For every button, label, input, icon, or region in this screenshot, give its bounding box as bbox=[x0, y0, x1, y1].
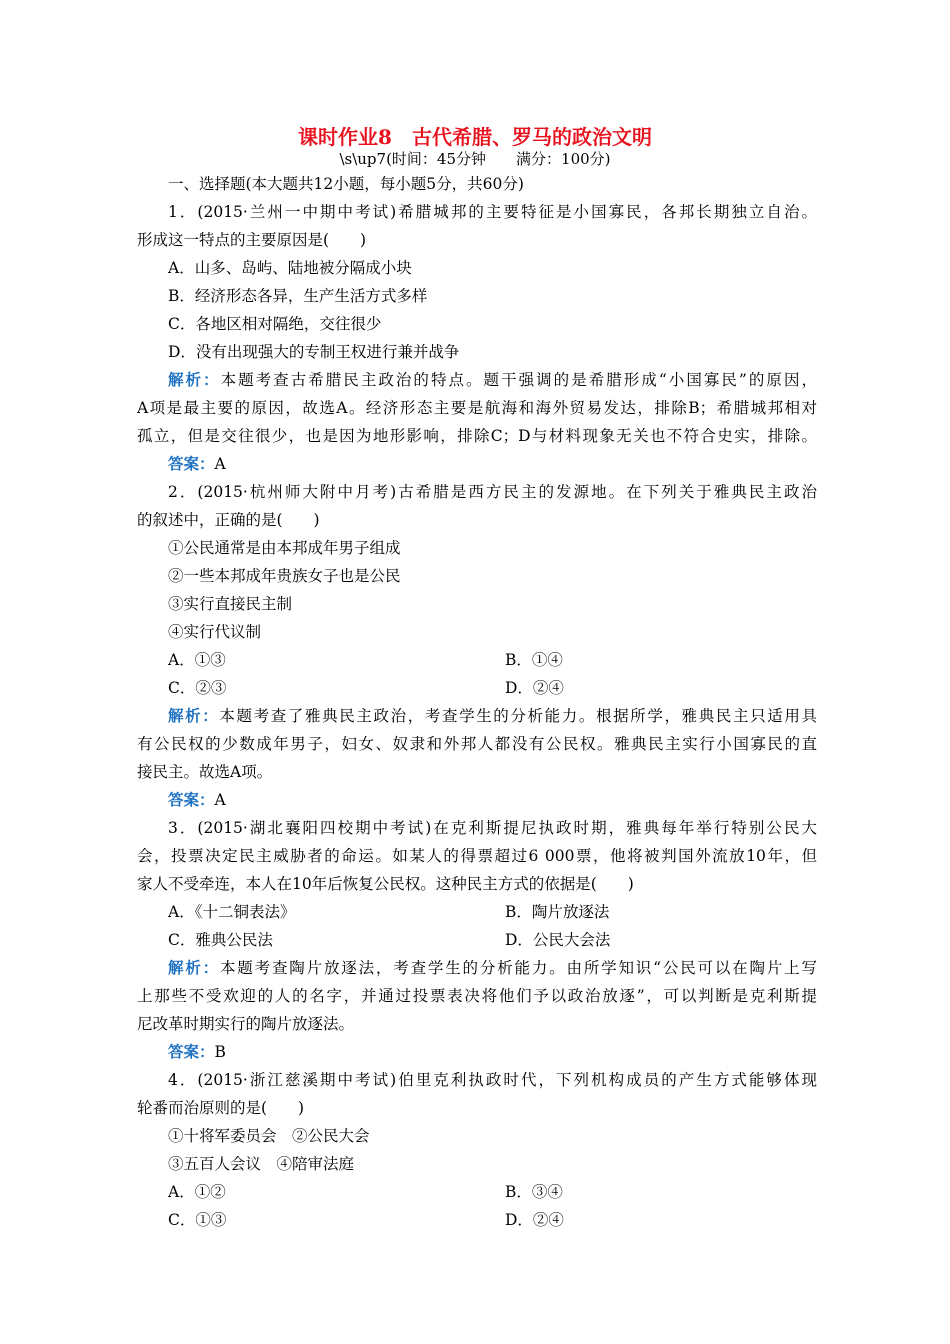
q4-options-row-1 bbox=[137, 1178, 817, 1206]
analysis-label: 解析： bbox=[168, 958, 220, 977]
q2-options-row-2 bbox=[137, 674, 817, 702]
q4-options-row-2 bbox=[137, 1206, 817, 1234]
q2-item-1: ①公民通常是由本邦成年男子组成 bbox=[168, 539, 401, 557]
q3-stem-line-2: 会，投票决定民主威胁者的命运。如某人的得票超过6 000票，他将被判国外流放10年，但 bbox=[137, 847, 817, 865]
q3-analysis-line-1: 解析：本题考查陶片放逐法，考查学生的分析能力。由所学知识“公民可以在陶片上写 bbox=[168, 958, 817, 977]
q4-option-a: A．①② bbox=[168, 1183, 226, 1201]
q1-analysis-line-2: A项是最主要的原因，故选A。经济形态主要是航海和海外贸易发达，排除B；希腊城邦相对 bbox=[137, 399, 817, 417]
q3-options-row-1 bbox=[137, 898, 817, 926]
q3-option-a: A．《十二铜表法》 bbox=[168, 903, 296, 921]
q2-answer: 答案：A bbox=[168, 790, 226, 809]
q2-item-4: ④实行代议制 bbox=[168, 623, 262, 641]
q3-stem-line-1: 3．(2015·湖北襄阳四校期中考试)在克利斯提尼执政时期，雅典每年举行特别公民大 bbox=[168, 819, 817, 837]
section-heading: 一、选择题(本大题共12小题，每小题5分，共60分) bbox=[168, 175, 524, 193]
q1-option-b: B．经济形态各异，生产生活方式多样 bbox=[168, 287, 428, 305]
q4-items-line-2: ③五百人会议 ④陪审法庭 bbox=[168, 1155, 355, 1173]
q1-analysis-line-3: 孤立，但是交往很少，也是因为地形影响，排除C；D与材料现象无关也不符合史实，排除。 bbox=[137, 427, 817, 445]
q3-analysis-line-2: 上那些不受欢迎的人的名字，并通过投票表决将他们予以政治放逐”，可以判断是克利斯提 bbox=[137, 987, 817, 1005]
answer-label: 答案： bbox=[168, 790, 215, 809]
q3-answer: 答案：B bbox=[168, 1042, 226, 1061]
q3-stem-line-3: 家人不受牵连，本人在10年后恢复公民权。这种民主方式的依据是( ) bbox=[137, 875, 634, 893]
analysis-label: 解析： bbox=[168, 370, 221, 389]
q4-option-c: C．①③ bbox=[168, 1211, 227, 1229]
answer-label: 答案： bbox=[168, 1042, 215, 1061]
q4-stem-line-2: 轮番而治原则的是( ) bbox=[137, 1099, 305, 1117]
q1-option-d: D．没有出现强大的专制王权进行兼并战争 bbox=[168, 343, 460, 361]
q3-analysis-line-3: 尼改革时期实行的陶片放逐法。 bbox=[137, 1015, 355, 1033]
q2-option-c: C．②③ bbox=[168, 679, 227, 697]
q3-option-b: B．陶片放逐法 bbox=[505, 903, 610, 921]
q4-stem-line-1: 4．(2015·浙江慈溪期中考试)伯里克利执政时代，下列机构成员的产生方式能够体现 bbox=[168, 1071, 817, 1089]
q1-stem-line-2: 形成这一特点的主要原因是( ) bbox=[137, 231, 367, 249]
q2-analysis-line-2: 有公民权的少数成年男子，妇女、奴隶和外邦人都没有公民权。雅典民主实行小国寡民的直 bbox=[137, 735, 817, 753]
q4-option-d: D．②④ bbox=[505, 1211, 564, 1229]
q3-option-c: C．雅典公民法 bbox=[168, 931, 273, 949]
q2-option-b: B．①④ bbox=[505, 651, 563, 669]
q1-stem-line-1: 1．(2015·兰州一中期中考试)希腊城邦的主要特征是小国寡民，各邦长期独立自治。 bbox=[168, 203, 817, 221]
answer-label: 答案： bbox=[168, 454, 215, 473]
q3-option-d: D．公民大会法 bbox=[505, 931, 611, 949]
q2-option-a: A．①③ bbox=[168, 651, 226, 669]
time-score-line: \s\up7(时间：45分钟 满分：100分) bbox=[339, 150, 611, 168]
q4-option-b: B．③④ bbox=[505, 1183, 563, 1201]
analysis-label: 解析： bbox=[168, 706, 220, 725]
q1-answer: 答案：A bbox=[168, 454, 226, 473]
q1-option-c: C．各地区相对隔绝，交往很少 bbox=[168, 315, 382, 333]
q1-analysis-line-1: 解析：本题考查古希腊民主政治的特点。题干强调的是希腊形成“小国寡民”的原因， bbox=[168, 370, 817, 389]
page-title: 课时作业8 古代希腊、罗马的政治文明 bbox=[298, 125, 652, 149]
q2-analysis-line-1: 解析：本题考查了雅典民主政治，考查学生的分析能力。根据所学，雅典民主只适用具 bbox=[168, 706, 817, 725]
q1-option-a: A．山多、岛屿、陆地被分隔成小块 bbox=[168, 259, 412, 277]
q4-items-line-1: ①十将军委员会 ②公民大会 bbox=[168, 1127, 370, 1145]
q3-options-row-2 bbox=[137, 926, 817, 954]
q2-option-d: D．②④ bbox=[505, 679, 564, 697]
q2-options-row-1 bbox=[137, 646, 817, 674]
q2-stem-line-1: 2．(2015·杭州师大附中月考)古希腊是西方民主的发源地。在下列关于雅典民主政治 bbox=[168, 483, 817, 501]
q2-stem-line-2: 的叙述中，正确的是( ) bbox=[137, 511, 320, 529]
document-body bbox=[137, 170, 817, 1234]
q2-item-2: ②一些本邦成年贵族女子也是公民 bbox=[168, 567, 401, 585]
q2-item-3: ③实行直接民主制 bbox=[168, 595, 293, 613]
q2-analysis-line-3: 接民主。故选A项。 bbox=[137, 763, 273, 781]
